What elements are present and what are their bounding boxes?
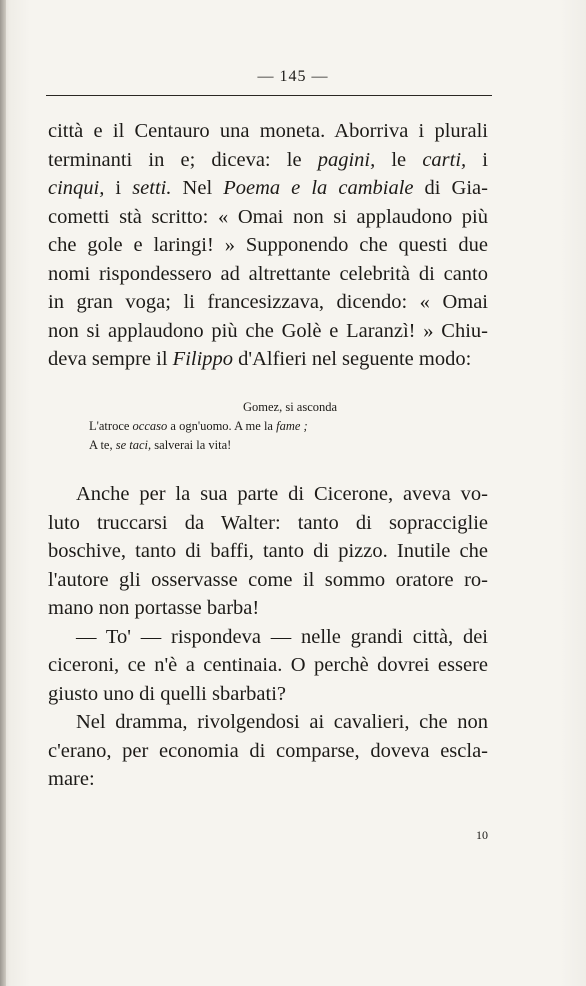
header-rule: [46, 95, 492, 96]
text-line: terminanti in e; diceva: le pagini, le carti, i: [48, 148, 488, 171]
verse-line: A te, se taci, salverai la vita!: [89, 438, 232, 452]
text-line: Anche per la sua parte di Cicerone, aveva vo-: [76, 483, 488, 505]
text-line: cinqui, i setti. Nel Poema e la cambiale di Gia-: [48, 177, 488, 199]
text-line: c'erano, per economia di comparse, doveva escla-: [48, 739, 488, 762]
text-line: Nel dramma, rivolgendosi ai cavalieri, che non: [76, 711, 488, 733]
text-line: che gole e laringi! » Supponendo che questi due: [48, 234, 488, 256]
text-line: città e il Centauro una moneta. Aborriva i plurali: [48, 120, 488, 142]
text-line: — To' — rispondeva — nelle grandi città, dei: [76, 625, 488, 648]
signature-mark: 10: [476, 828, 488, 842]
verse-line: L'atroce occaso a ogn'uomo. A me la fame ;: [89, 419, 308, 433]
page-edge: [0, 0, 6, 986]
text-line: luto truccarsi da Walter: tanto di sopracciglie: [48, 511, 488, 534]
text-line: mare:: [48, 768, 95, 790]
verse-line: Gomez, si asconda: [243, 400, 338, 414]
page-number: — 145 —: [257, 68, 329, 85]
text-line: l'autore gli osservasse come il sommo oratore ro-: [48, 568, 488, 591]
text-line: deva sempre il Filippo d'Alfieri nel seguente modo:: [48, 348, 472, 370]
text-line: ciceroni, ce n'è a centinaia. O perchè dovrei essere: [48, 654, 488, 676]
text-line: non si applaudono più che Golè e Laranzì! » Chiu-: [48, 319, 488, 342]
text-line: boschive, tanto di baffi, tanto di pizzo. Inutile che: [48, 540, 488, 562]
paragraph-1: [48, 117, 488, 374]
text-line: in gran voga; li francesizzava, dicendo: « Omai: [48, 291, 488, 313]
paragraph-2: [48, 480, 488, 794]
text-line: mano non portasse barba!: [48, 597, 260, 619]
text-line: cometti stà scritto: « Omai non si applaudono più: [48, 205, 488, 228]
text-line: giusto uno di quelli sbarbati?: [48, 682, 286, 705]
text-line: nomi rispondessero ad altrettante celebrità di canto: [48, 262, 488, 285]
